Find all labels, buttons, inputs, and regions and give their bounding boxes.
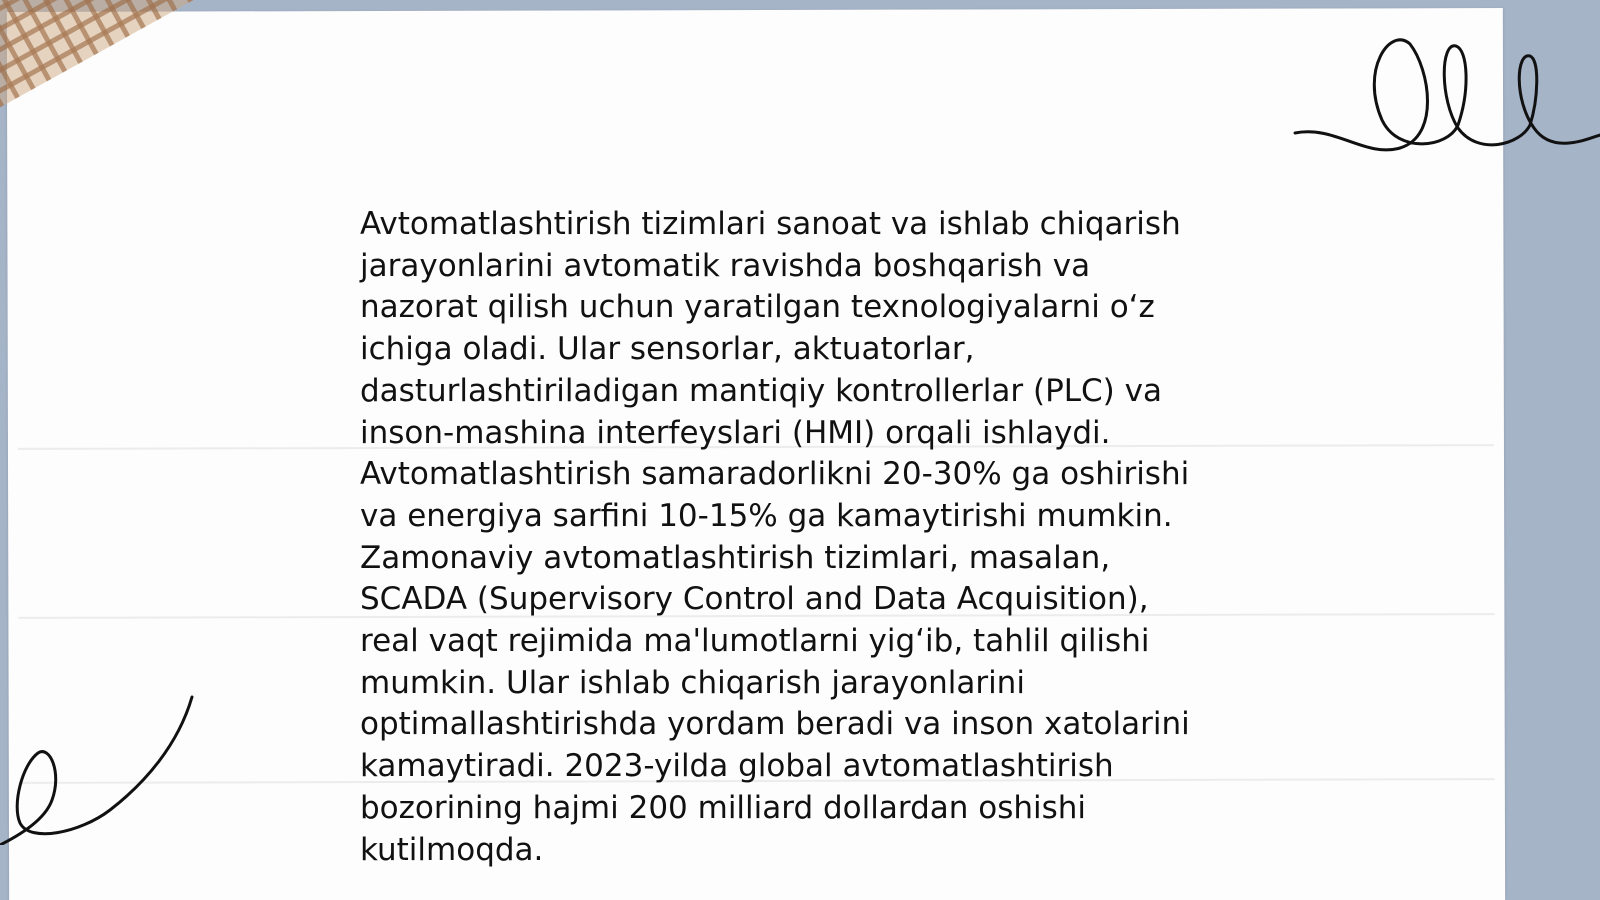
body-paragraph: Avtomatlashtirish tizimlari sanoat va ishlab chiqarish jarayonlarini avtomatik ravishda boshqarish va nazorat qilish uchun yaratilgan texnologiyalarni o‘z ichiga oladi. Ular sensorlar, aktuatorlar, dasturlashtiriladigan mantiqiy kontrollerlar (PLC) va inson-mashina interfeyslari (HMI) orqali ishlaydi. Avtomatlashtirish samaradorlikni 20-30% ga oshirishi va energiya sarfini 10-15% ga kamaytirishi mumkin. Zamonaviy avtomatlashtirish tizimlari, masalan, SCADA (Supervisory Control and Data Acquisition), real vaqt rejimida ma'lumotlarni yig‘ib, tahlil qilishi mumkin. Ular ishlab chiqarish jarayonlarini optimallashtirishda yordam beradi va inson xatolarini kamaytiradi. 2023-yilda global avtomatlashtirish bozorining hajmi 200 milliard dollardan oshishi kutilmoqda. <box>360 206 1190 868</box>
loop-scribble-icon <box>1290 30 1600 170</box>
swirl-check-scribble-icon <box>0 695 200 845</box>
